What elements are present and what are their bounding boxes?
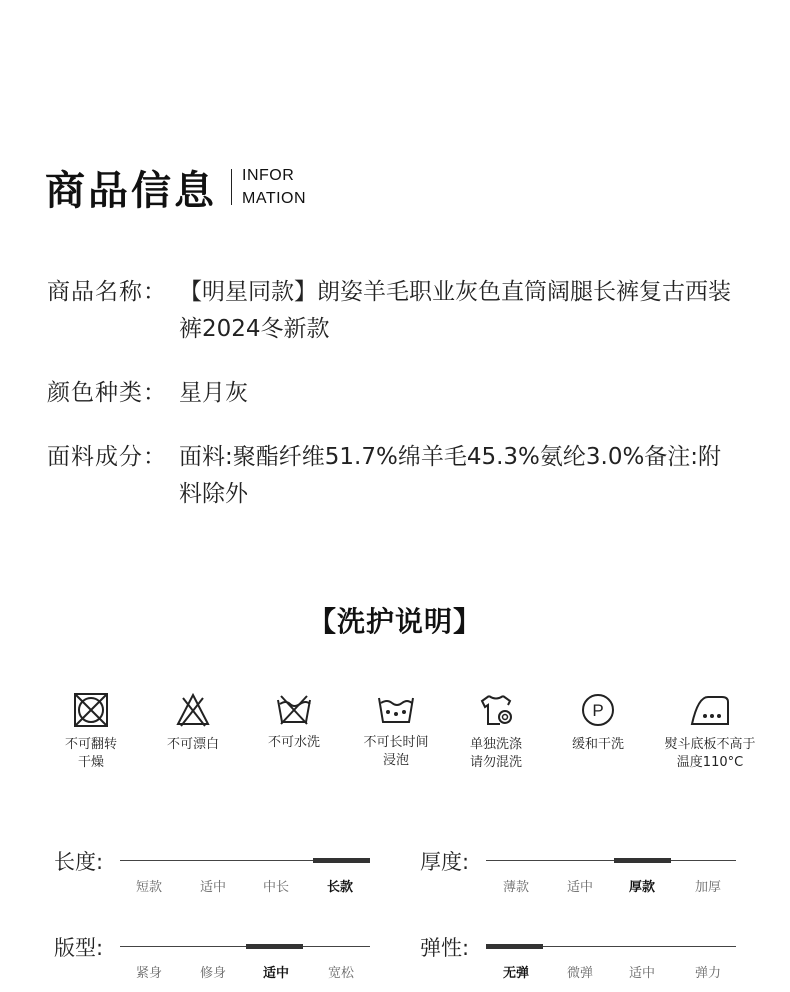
thickness-option-thin: 薄款 bbox=[502, 880, 529, 895]
section-title-en-line1: INFOR bbox=[242, 167, 295, 184]
thickness-scale bbox=[420, 846, 740, 906]
product-name-value: 【明星同款】朗姿羊毛职业灰色直筒阔腿长裤复古西装裤2024冬新款 bbox=[179, 279, 731, 342]
care-label-line1: 缓和干洗 bbox=[571, 737, 624, 752]
no-bleach-icon bbox=[175, 692, 211, 728]
length-selected-marker bbox=[313, 858, 370, 863]
thickness-selected-marker bbox=[614, 858, 671, 863]
color-label: 颜色种类： bbox=[47, 380, 167, 406]
fit-track bbox=[120, 946, 370, 947]
care-label-line1: 不可翻转 bbox=[64, 737, 117, 752]
no-wash-icon bbox=[276, 692, 312, 726]
section-header bbox=[45, 160, 306, 214]
thickness-label: 厚度: bbox=[420, 850, 470, 874]
fabric-value: 面料:聚酯纤维51.7%绵羊毛45.3%氨纶3.0%备注:附料除外 bbox=[179, 444, 722, 507]
svg-text:P: P bbox=[592, 701, 604, 720]
fit-option-tight: 紧身 bbox=[135, 966, 162, 981]
care-label-line2: 干燥 bbox=[77, 755, 104, 770]
fit-selected-marker bbox=[246, 944, 303, 949]
thickness-track bbox=[486, 860, 736, 861]
care-item-wash-separately bbox=[441, 692, 551, 772]
care-item-iron bbox=[652, 692, 768, 772]
fit-label: 版型: bbox=[54, 936, 104, 960]
thickness-option-thick: 厚款 bbox=[628, 880, 655, 895]
no-soak-icon bbox=[377, 692, 415, 726]
care-item-gentle-dry-clean bbox=[543, 692, 653, 754]
care-item-no-bleach bbox=[138, 692, 248, 754]
fit-option-slim: 修身 bbox=[199, 966, 226, 981]
care-icons bbox=[0, 692, 790, 792]
length-option-medium: 适中 bbox=[199, 880, 226, 895]
elasticity-option-slight: 微弹 bbox=[566, 966, 593, 981]
care-label-line1: 熨斗底板不高于 bbox=[664, 737, 756, 752]
care-label-line2: 浸泡 bbox=[382, 753, 409, 768]
section-title: 商品信息 bbox=[45, 167, 217, 214]
elasticity-option-none: 无弹 bbox=[502, 966, 529, 981]
elasticity-scale bbox=[420, 932, 740, 992]
length-label: 长度: bbox=[54, 850, 104, 874]
care-item-no-tumble-dry bbox=[36, 692, 146, 772]
elasticity-label: 弹性: bbox=[420, 936, 470, 960]
product-name-label: 商品名称： bbox=[47, 279, 167, 305]
iron-icon bbox=[688, 692, 732, 728]
care-label-line1: 单独洗涤 bbox=[469, 737, 522, 752]
care-label-line1: 不可水洗 bbox=[267, 735, 320, 750]
elasticity-option-medium: 适中 bbox=[628, 966, 655, 981]
elasticity-selected-marker bbox=[486, 944, 543, 949]
length-option-short: 短款 bbox=[135, 880, 162, 895]
care-label-line1: 不可长时间 bbox=[363, 735, 429, 750]
fabric-label: 面料成分： bbox=[47, 444, 167, 470]
thickness-option-medium: 适中 bbox=[566, 880, 593, 895]
elasticity-option-stretch: 弹力 bbox=[694, 966, 721, 981]
care-item-no-wash bbox=[239, 692, 349, 752]
gentle-dry-clean-icon bbox=[580, 692, 616, 728]
care-label-line1: 不可漂白 bbox=[166, 737, 219, 752]
fit-option-loose: 宽松 bbox=[327, 966, 354, 981]
care-label-line2: 请勿混洗 bbox=[469, 755, 522, 770]
color-value: 星月灰 bbox=[179, 380, 248, 406]
no-tumble-dry-icon bbox=[73, 692, 109, 728]
care-label-line2: 温度110°C bbox=[676, 755, 744, 770]
header-divider bbox=[231, 169, 232, 205]
fit-scale bbox=[54, 932, 374, 992]
section-title-en-line2: MATION bbox=[242, 190, 307, 207]
section-title-en bbox=[242, 164, 306, 210]
care-title: 【洗护说明】 bbox=[307, 605, 482, 638]
length-scale bbox=[54, 846, 374, 906]
fit-option-regular: 适中 bbox=[262, 966, 289, 981]
length-option-midlong: 中长 bbox=[262, 880, 289, 895]
length-option-long: 长款 bbox=[326, 880, 353, 895]
thickness-option-extra-thick: 加厚 bbox=[694, 880, 721, 895]
care-item-no-soak bbox=[341, 692, 451, 770]
wash-separately-icon bbox=[478, 692, 514, 728]
